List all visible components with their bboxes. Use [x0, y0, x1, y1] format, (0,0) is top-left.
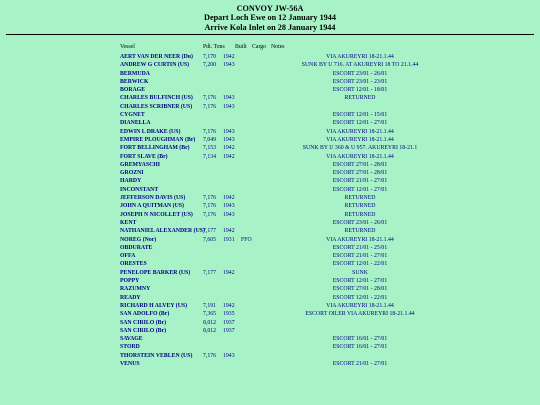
table-row	[0, 61, 540, 69]
table-row	[0, 53, 540, 61]
table-row	[0, 169, 540, 177]
year-built: 1935	[223, 311, 235, 318]
notes: VIA AKUREYRI 18-21.1.44	[326, 302, 394, 309]
vessel-name: NATHANIEL ALEXANDER (US)	[120, 228, 205, 235]
table-row	[0, 252, 540, 260]
year-built: 1931	[223, 236, 235, 243]
vessel-name: FORT SLAVE (Br)	[120, 153, 168, 160]
table-row	[0, 94, 540, 102]
table-row	[0, 244, 540, 252]
vessel-name: PENELOPE BARKER (US)	[120, 269, 191, 276]
table-row	[0, 202, 540, 210]
table-row	[0, 302, 540, 310]
tonnage: 7,176	[203, 103, 217, 110]
vessel-name: EDWIN L DRAKE (US)	[120, 128, 181, 135]
notes: SUNK BY U 360 & U 957. AKUREYRI 18-21.1	[302, 145, 418, 152]
tonnage: 7,177	[203, 228, 217, 235]
year-built: 1943	[223, 136, 235, 143]
tonnage: 8,012	[203, 327, 217, 334]
vessel-name: ANDREW G CURTIN (US)	[120, 62, 190, 69]
notes: ESCORT 16/01 - 27/01	[332, 344, 388, 351]
table-row	[0, 352, 540, 360]
vessel-name: KENT	[120, 219, 137, 226]
table-row	[0, 260, 540, 268]
tonnage: 7,191	[203, 302, 217, 309]
table-row	[0, 327, 540, 335]
notes: RETURNED	[344, 195, 376, 202]
table-row	[0, 285, 540, 293]
page-title: CONVOY JW-56A	[236, 4, 304, 13]
year-built: 1942	[223, 145, 235, 152]
cargo-type: FFO	[241, 236, 252, 243]
table-row	[0, 103, 540, 111]
notes: ESCORT 27/01 - 28/01	[332, 170, 388, 177]
year-built: 1943	[223, 62, 235, 69]
table-row	[0, 111, 540, 119]
notes: ESCORT 12/01 - 22/01	[332, 294, 388, 301]
vessel-name: NOREG (Nor)	[120, 236, 157, 243]
vessel-name: JOHN A QUITMAN (US)	[120, 203, 184, 210]
tonnage: 7,605	[203, 236, 217, 243]
table-row	[0, 211, 540, 219]
notes: ESCORT 27/01 - 28/01	[332, 286, 388, 293]
vessel-name: SAN CIRILO (Br)	[120, 327, 167, 334]
vessel-name: FORT BELLINGHAM (Br)	[120, 145, 190, 152]
notes: ESCORT OILER VIA AKUREYRI 18-21.1.44	[305, 311, 415, 318]
tonnage: 7,176	[203, 203, 217, 210]
tonnage: 7,153	[203, 145, 217, 152]
vessel-name: CYGNET	[120, 112, 145, 119]
notes: RETURNED	[344, 211, 376, 218]
vessel-name: AERT VAN DER NEER (Du)	[120, 54, 193, 60]
notes: ESCORT 21/01 - 27/01	[332, 178, 388, 185]
arrive-line: Arrive Kola Inlet on 28 January 1944	[204, 22, 336, 32]
tonnage: 7,176	[203, 195, 217, 202]
notes: ESCORT 23/01 - 26/01	[332, 70, 388, 77]
table-row	[0, 360, 540, 368]
table-row	[0, 78, 540, 86]
year-built: 1943	[223, 211, 235, 218]
vessel-name: VENUS	[120, 360, 140, 367]
year-built: 1942	[223, 153, 235, 160]
vessel-name: GREMYASCHI	[120, 161, 161, 168]
notes: VIA AKUREYRI 18-21.1.44	[326, 153, 394, 160]
column-header-tons: Pdt. Tons	[203, 44, 225, 50]
table-row	[0, 144, 540, 152]
table-row	[0, 119, 540, 127]
vessel-name: HARDY	[120, 178, 142, 185]
notes: ESCORT 23/01 - 26/01	[332, 219, 388, 226]
vessel-name: OFFA	[120, 253, 136, 260]
vessel-name: INCONSTANT	[120, 186, 159, 193]
tonnage: 7,200	[203, 62, 217, 69]
year-built: 1937	[223, 319, 235, 326]
vessel-name: OBDURATE	[120, 244, 153, 251]
notes: ESCORT 21/01 - 25/01	[332, 244, 388, 251]
tonnage: 7,134	[203, 153, 217, 160]
tonnage: 7,176	[203, 211, 217, 218]
tonnage: 7,049	[203, 136, 217, 143]
tonnage: 7,170	[203, 54, 217, 60]
table-row	[0, 86, 540, 94]
vessel-name: GROZNI	[120, 170, 144, 177]
tonnage: 7,176	[203, 128, 217, 135]
notes: VIA AKUREYRI 18-21.1.44	[326, 54, 394, 60]
vessel-name: CHARLES BULFINCH (US)	[120, 95, 193, 102]
notes: ESCORT 12/01 - 15/01	[332, 112, 388, 119]
year-built: 1942	[223, 228, 235, 235]
notes: ESCORT 12/01 - 27/01	[332, 278, 388, 285]
year-built: 1942	[223, 269, 235, 276]
table-row	[0, 186, 540, 194]
table-row	[0, 236, 540, 244]
notes: VIA AKUREYRI 18-21.1.44	[326, 136, 394, 143]
table-row	[0, 310, 540, 318]
notes: ESCORT 21/01 - 27/01	[332, 360, 388, 367]
vessel-name: JEFFERSON DAVIS (US)	[120, 195, 186, 202]
vessel-name: JOSEPH N NICOLLET (US)	[120, 211, 193, 218]
year-built: 1942	[223, 54, 235, 60]
notes: ESCORT 12/01 - 22/01	[332, 261, 388, 268]
table-row	[0, 194, 540, 202]
vessel-name: DIANELLA	[120, 120, 151, 127]
table-row	[0, 294, 540, 302]
year-built: 1943	[223, 203, 235, 210]
table-row	[0, 227, 540, 235]
vessel-name: THORSTEIN VEBLEN (US)	[120, 352, 193, 359]
table-row	[0, 219, 540, 227]
vessel-name: SAN CIRILO (Br)	[120, 319, 167, 326]
notes: RETURNED	[344, 203, 376, 210]
notes: ESCORT 23/01 - 23/01	[332, 78, 388, 85]
year-built: 1943	[223, 95, 235, 102]
year-built: 1942	[223, 302, 235, 309]
tonnage: 7,365	[203, 311, 217, 318]
notes: VIA AKUREYRI 18-21.1.44	[326, 128, 394, 135]
vessel-name: BORAGE	[120, 87, 146, 94]
table-row	[0, 177, 540, 185]
notes: ESCORT 21/01 - 27/01	[332, 253, 388, 260]
document-header	[0, 4, 540, 32]
notes: ESCORT 12/01 - 27/01	[332, 120, 388, 127]
tonnage: 8,012	[203, 319, 217, 326]
table-row	[0, 335, 540, 343]
depart-line: Depart Loch Ewe on 12 January 1944	[204, 13, 336, 23]
table-row	[0, 136, 540, 144]
vessel-name: SAN ADOLFO (Br)	[120, 311, 170, 318]
year-built: 1943	[223, 352, 235, 359]
column-header-notes: Notes	[271, 44, 285, 50]
notes: SUNK BY U 716. AT AKUREYRI 18 TO 21.1.44	[301, 62, 419, 69]
table-row	[0, 70, 540, 78]
vessel-name: ORESTES	[120, 261, 147, 268]
vessel-name: RAZUMNY	[120, 286, 151, 293]
column-header-cargo: Cargo	[252, 44, 267, 50]
year-built: 1942	[223, 195, 235, 202]
table-row	[0, 343, 540, 351]
vessel-name: POPPY	[120, 278, 140, 285]
vessel-name: RICHARD H ALVEY (US)	[120, 302, 188, 309]
notes: ESCORT 12/01 - 18/01	[332, 87, 388, 94]
vessel-name: EMPIRE PLOUGHMAN (Br)	[120, 136, 196, 143]
column-header-vessel: Vessel	[120, 44, 135, 50]
table-row	[0, 161, 540, 169]
notes: ESCORT 16/01 - 27/01	[332, 336, 388, 343]
notes: RETURNED	[344, 95, 376, 102]
notes: ESCORT 12/01 - 27/01	[332, 186, 388, 193]
table-row	[0, 277, 540, 285]
tonnage: 7,177	[203, 269, 217, 276]
table-row	[0, 319, 540, 327]
convoy-table	[0, 53, 540, 368]
notes: SUNK	[352, 269, 368, 276]
notes: VIA AKUREYRI 18-21.1.44	[326, 236, 394, 243]
notes: ESCORT 27/01 - 28/01	[332, 161, 388, 168]
vessel-name: CHARLES SCRIBNER (US)	[120, 103, 193, 110]
year-built: 1937	[223, 327, 235, 334]
table-row	[0, 128, 540, 136]
header-divider	[6, 34, 534, 35]
year-built: 1943	[223, 103, 235, 110]
vessel-name: READY	[120, 294, 141, 301]
table-row	[0, 153, 540, 161]
vessel-name: BERWICK	[120, 78, 149, 85]
notes: RETURNED	[344, 228, 376, 235]
year-built: 1943	[223, 128, 235, 135]
tonnage: 7,176	[203, 352, 217, 359]
tonnage: 7,176	[203, 95, 217, 102]
vessel-name: BERMUDA	[120, 70, 150, 77]
column-header-built: Built	[235, 44, 247, 50]
table-row	[0, 269, 540, 277]
vessel-name: STORD	[120, 344, 140, 351]
vessel-name: SAVAGE	[120, 336, 143, 343]
